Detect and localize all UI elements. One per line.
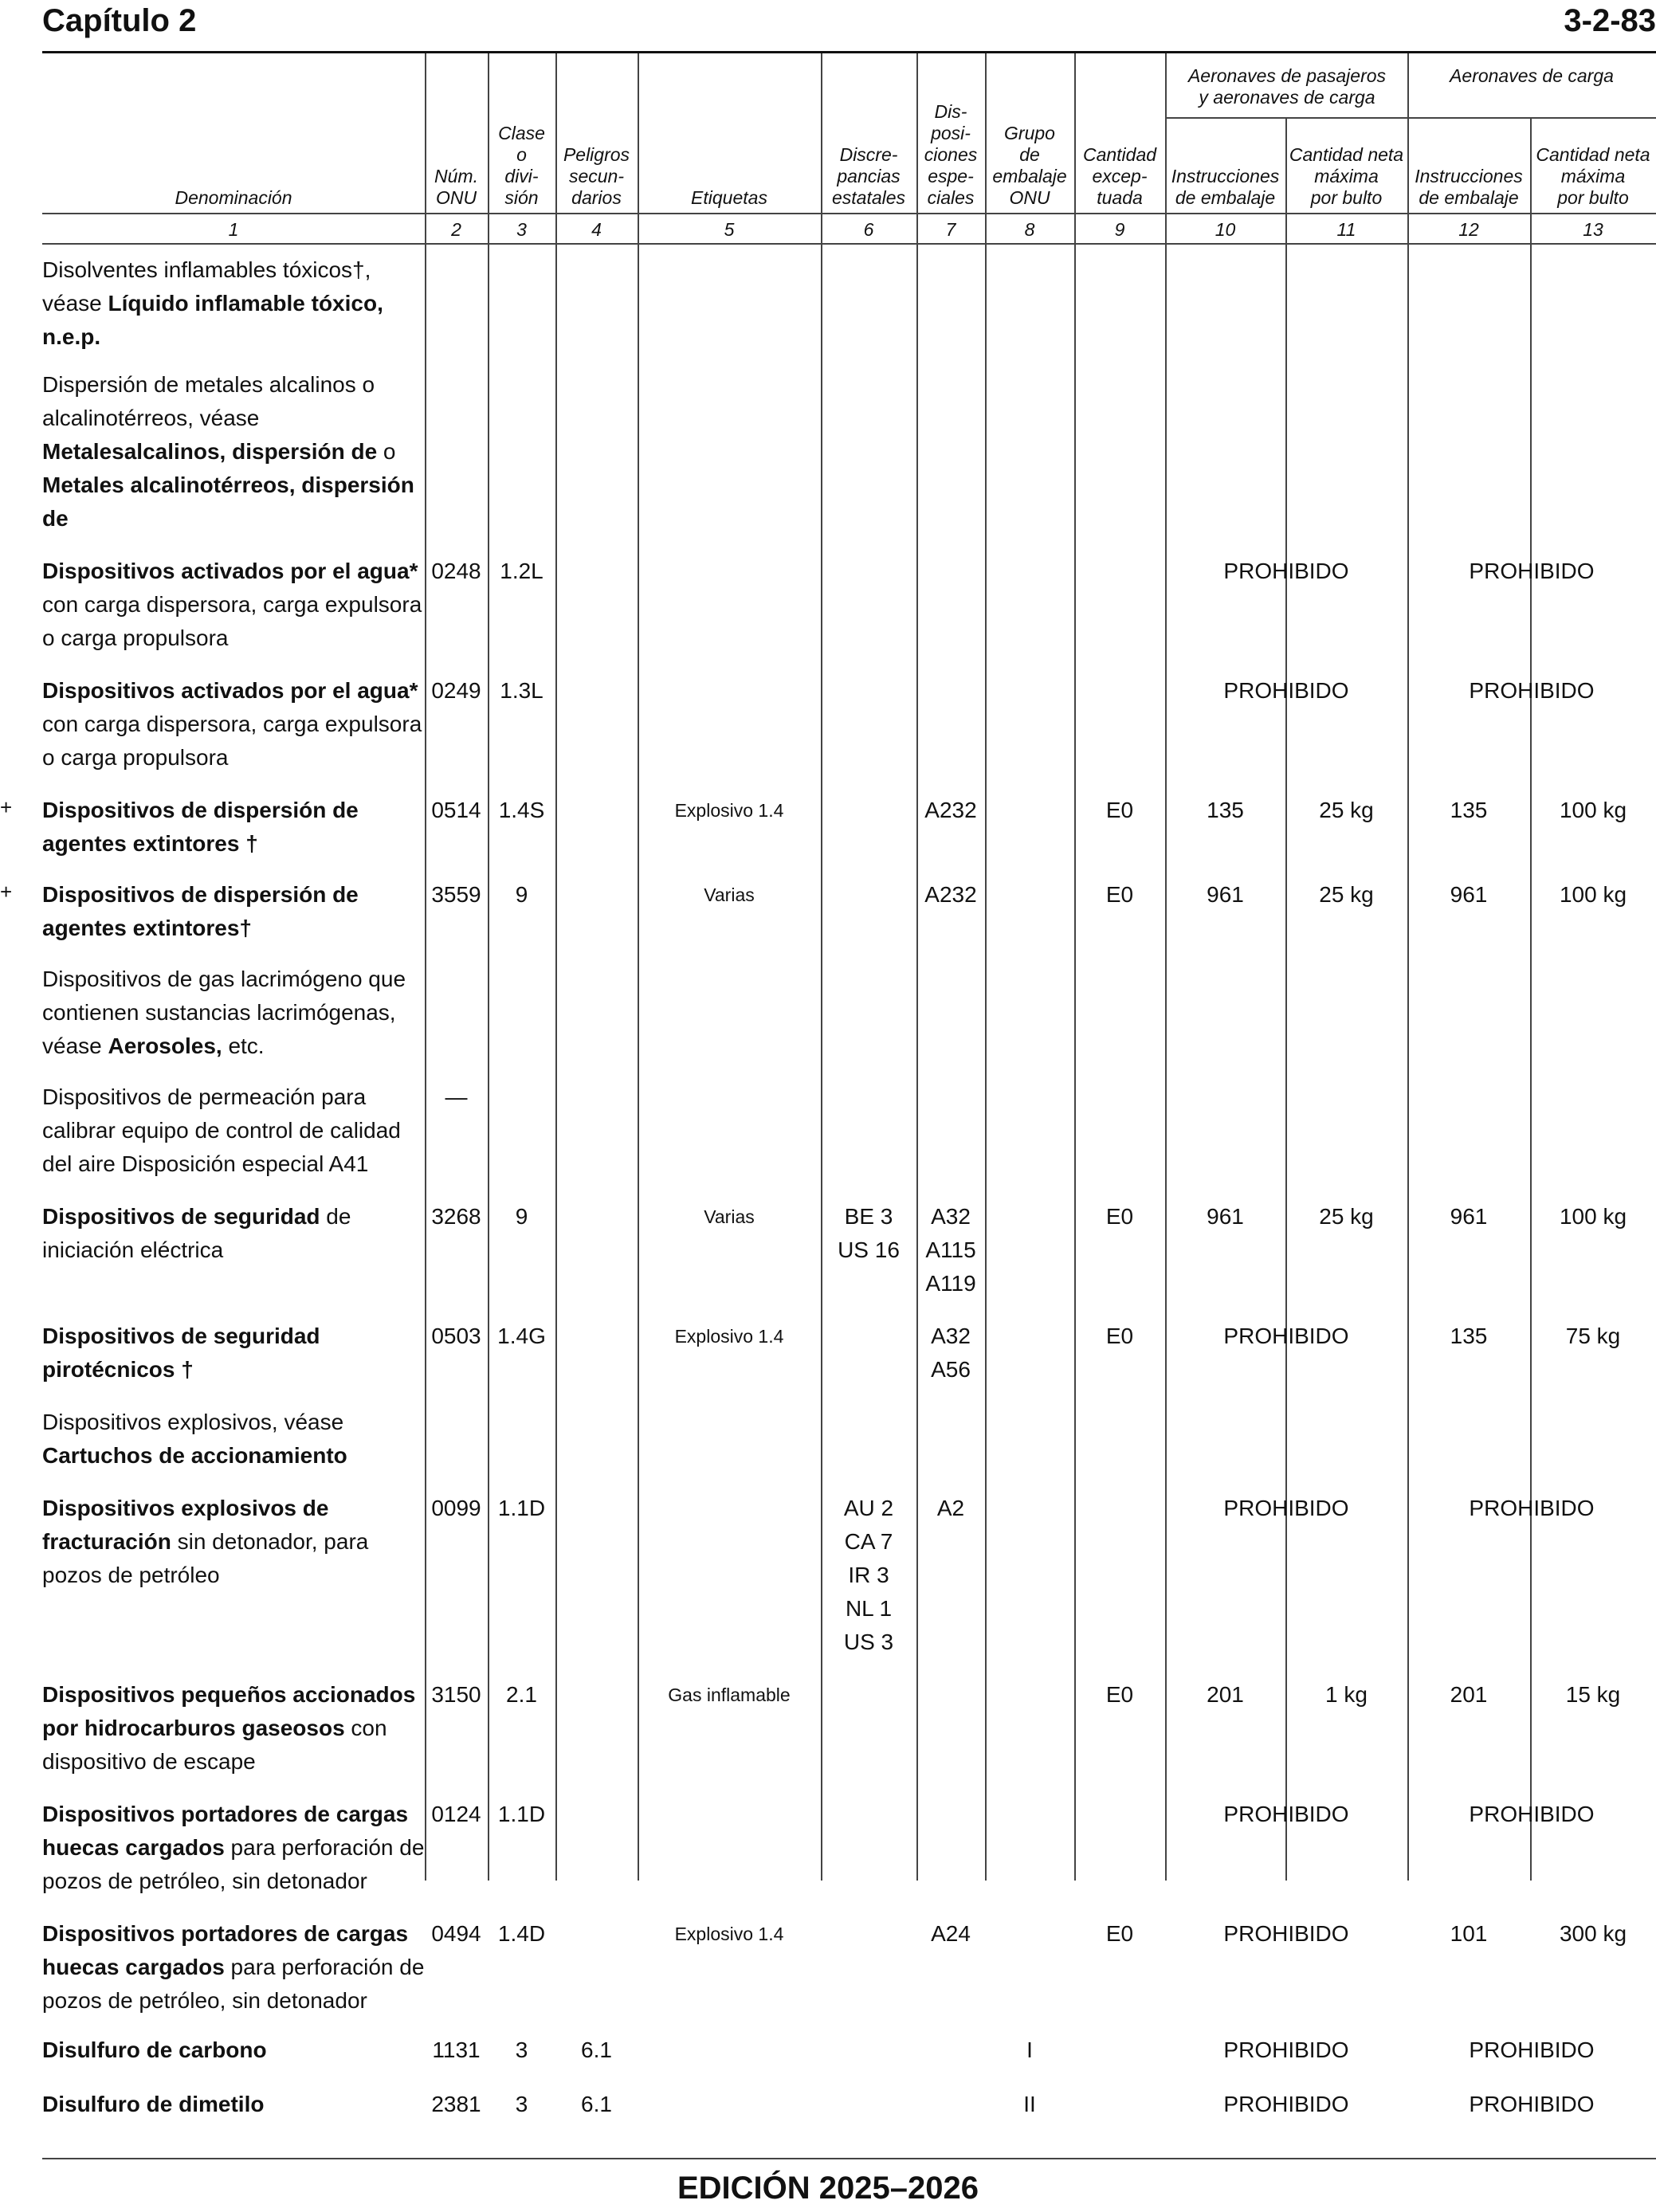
denomination-line xyxy=(42,1917,425,1951)
denomination-line xyxy=(42,1492,425,1525)
class-division: 1.4G xyxy=(497,1324,546,1348)
column-header-line: Discre- xyxy=(839,144,898,165)
column-divider xyxy=(1285,117,1287,1881)
denomination-line xyxy=(42,469,425,502)
denomination-line xyxy=(42,1951,425,1984)
revision-mark: + xyxy=(0,880,13,904)
column-header-line: posi- xyxy=(931,123,971,143)
column-divider xyxy=(425,53,426,1881)
denomination-line xyxy=(42,1678,425,1712)
denomination-line: pozos de petróleo xyxy=(42,1563,220,1587)
denomination-segment: por hidrocarburos gaseosos xyxy=(42,1716,345,1740)
class-division: 9 xyxy=(515,1204,528,1229)
passenger-packing-instruction: 135 xyxy=(1207,798,1244,822)
column-header-line: Denominación xyxy=(175,187,292,208)
hazard-label: Explosivo 1.4 xyxy=(674,800,784,821)
denomination-segment: Metalesalcalinos, dispersión de xyxy=(42,439,378,464)
column-header-line: estatales xyxy=(831,187,906,208)
denomination-line xyxy=(42,2034,425,2067)
column-header-line: embalaje xyxy=(992,166,1067,186)
special-provision: A115 xyxy=(925,1237,976,1262)
denomination xyxy=(42,794,425,861)
column-header-line: por bulto xyxy=(1310,187,1383,208)
column-header-1 xyxy=(42,187,425,209)
denomination-segment: huecas cargados xyxy=(42,1955,225,1979)
passenger-max-net-quantity: 1 kg xyxy=(1325,1682,1368,1707)
passenger-prohibited: PROHIBIDO xyxy=(1223,678,1349,703)
denomination-segment: con xyxy=(344,1716,387,1740)
class-division: 9 xyxy=(515,882,528,907)
denomination-line: pozos de petróleo, sin detonador xyxy=(42,1869,367,1893)
un-number: 2381 xyxy=(431,2092,481,2116)
column-number-13: 13 xyxy=(1583,219,1603,240)
denomination-segment: véase xyxy=(42,291,108,316)
un-number: 0494 xyxy=(431,1921,481,1946)
subsidiary-hazard: 6.1 xyxy=(581,2037,612,2062)
special-provision: A32 xyxy=(931,1324,971,1348)
denomination-segment: para perforación de xyxy=(224,1835,425,1860)
denomination-segment: Dispositivos portadores de cargas xyxy=(42,1802,409,1826)
denomination-line: dispositivo de escape xyxy=(42,1749,256,1774)
column-header-line: Cantidad neta xyxy=(1289,144,1404,165)
denomination-line xyxy=(42,912,425,945)
denomination-line: Dispersión de metales alcalinos o xyxy=(42,372,375,397)
denomination-segment: agentes extintores † xyxy=(42,831,258,856)
excepted-quantity: E0 xyxy=(1105,882,1134,907)
cargo-packing-instruction: 961 xyxy=(1450,1204,1488,1229)
denomination-line: contienen sustancias lacrimógenas, xyxy=(42,1000,396,1025)
column-header-line: sión xyxy=(504,187,539,208)
column-header-3 xyxy=(488,123,555,209)
column-header-line: ciones xyxy=(924,144,978,165)
column-divider xyxy=(1530,117,1532,1881)
group-header-line: y aeronaves de carga xyxy=(1199,87,1375,108)
excepted-quantity: E0 xyxy=(1105,1204,1134,1229)
denomination-segment: sin detonador, para xyxy=(171,1529,369,1554)
denomination-segment: Dispositivos de seguridad xyxy=(42,1324,320,1348)
column-number-2: 2 xyxy=(451,219,461,240)
passenger-packing-instruction: 961 xyxy=(1207,882,1244,907)
column-divider xyxy=(488,53,489,1881)
denomination-line: calibrar equipo de control de calidad xyxy=(42,1118,401,1143)
denomination xyxy=(42,2034,425,2067)
cargo-packing-instruction: 135 xyxy=(1450,798,1488,822)
class-division: 1.1D xyxy=(497,1496,546,1520)
column-divider xyxy=(916,53,918,1881)
column-header-line: Instrucciones xyxy=(1415,166,1523,186)
denomination-line xyxy=(42,502,425,535)
column-number-7: 7 xyxy=(945,219,956,240)
denomination-line xyxy=(42,287,425,320)
column-header-9 xyxy=(1074,144,1165,209)
column-header-line: por bulto xyxy=(1557,187,1629,208)
column-number-5: 5 xyxy=(724,219,735,240)
column-header-line: ciales xyxy=(927,187,975,208)
column-header-line: o xyxy=(516,144,527,165)
column-number-1: 1 xyxy=(228,219,239,240)
special-provision: A119 xyxy=(925,1271,976,1296)
denomination-line xyxy=(42,1712,425,1745)
denomination-segment: n.e.p. xyxy=(42,324,101,349)
denomination-segment: agentes extintores† xyxy=(42,916,252,940)
un-number: 3268 xyxy=(431,1204,481,1229)
cargo-max-net-quantity: 75 kg xyxy=(1565,1324,1621,1348)
header-rule xyxy=(42,51,1656,53)
column-header-line: espe- xyxy=(928,166,974,186)
denomination-line xyxy=(42,794,425,827)
column-header-11 xyxy=(1285,144,1407,209)
denomination-line xyxy=(42,1798,425,1831)
group-header-rule xyxy=(1165,117,1656,119)
un-number: 0124 xyxy=(431,1802,481,1826)
special-provision: A232 xyxy=(924,798,977,822)
denomination xyxy=(42,555,425,655)
class-division: 1.3L xyxy=(500,678,543,703)
denomination-line xyxy=(42,2088,425,2121)
denomination-segment: de xyxy=(320,1204,351,1229)
column-header-line: máxima xyxy=(1314,166,1379,186)
footer-rule xyxy=(42,2158,1656,2159)
cargo-max-net-quantity: 100 kg xyxy=(1559,882,1627,907)
column-number-8: 8 xyxy=(1024,219,1035,240)
denomination-segment: Dispositivos de seguridad xyxy=(42,1204,320,1229)
denomination-line: con carga dispersora, carga expulsora xyxy=(42,712,422,736)
column-divider xyxy=(638,53,639,1881)
denomination-line: o carga propulsora xyxy=(42,626,229,650)
column-header-line: darios xyxy=(571,187,622,208)
denomination-line: pozos de petróleo, sin detonador xyxy=(42,1988,367,2013)
un-number: 0248 xyxy=(431,559,481,583)
state-variation: US 3 xyxy=(843,1630,894,1654)
denomination xyxy=(42,1798,425,1898)
denomination-segment: fracturación xyxy=(42,1529,171,1554)
state-variation: US 16 xyxy=(838,1237,900,1262)
cargo-prohibited: PROHIBIDO xyxy=(1469,678,1595,703)
column-header-line: tuada xyxy=(1097,187,1143,208)
cargo-max-net-quantity: 300 kg xyxy=(1559,1921,1627,1946)
denomination-segment: Cartuchos de accionamiento xyxy=(42,1443,347,1468)
column-number-11: 11 xyxy=(1336,219,1356,240)
column-header-7 xyxy=(916,101,985,209)
denomination-segment: Disulfuro de dimetilo xyxy=(42,2092,265,2116)
denomination-segment: o xyxy=(377,439,396,464)
denomination xyxy=(42,1081,425,1181)
page-number: 3-2-83 xyxy=(1564,3,1656,38)
passenger-prohibited: PROHIBIDO xyxy=(1223,2037,1349,2062)
group-header-cargo: Aeronaves de carga xyxy=(1450,65,1614,86)
denomination-line xyxy=(42,1320,425,1353)
denomination-line: Dispositivos de gas lacrimógeno que xyxy=(42,967,406,991)
column-header-line: Grupo xyxy=(1004,123,1055,143)
page-header xyxy=(42,3,1656,51)
column-header-line: secun- xyxy=(568,166,625,186)
column-number-3: 3 xyxy=(516,219,527,240)
revision-mark: + xyxy=(0,795,13,819)
column-header-line: excep- xyxy=(1092,166,1148,186)
column-header-line: Cantidad neta xyxy=(1536,144,1650,165)
denomination-line xyxy=(42,827,425,861)
special-provision: A32 xyxy=(931,1204,971,1229)
column-header-line: divi- xyxy=(504,166,539,186)
column-header-13 xyxy=(1530,144,1656,209)
denomination-line xyxy=(42,320,425,354)
cargo-packing-instruction: 201 xyxy=(1450,1682,1488,1707)
denomination-line: Disolventes inflamables tóxicos†, xyxy=(42,257,371,282)
class-division: 1.1D xyxy=(497,1802,546,1826)
un-number: 0249 xyxy=(431,678,481,703)
state-variation: AU 2 xyxy=(843,1496,894,1520)
column-divider xyxy=(985,53,987,1881)
excepted-quantity: E0 xyxy=(1105,798,1134,822)
cargo-packing-instruction: 961 xyxy=(1450,882,1488,907)
colnum-bottom-rule xyxy=(42,243,1656,245)
denomination xyxy=(42,963,425,1063)
packing-group: II xyxy=(1023,2092,1036,2116)
denomination-segment: Dispositivos de dispersión de xyxy=(42,882,359,907)
column-number-6: 6 xyxy=(863,219,874,240)
denomination-line xyxy=(42,1353,425,1386)
denomination-segment: Metales alcalinotérreos, dispersión xyxy=(42,473,414,497)
denomination-segment: Disulfuro de carbono xyxy=(42,2037,267,2062)
denomination-segment: Dispositivos activados por el agua* xyxy=(42,559,418,583)
denomination-line xyxy=(42,1439,425,1473)
denomination-segment: Dispositivos de dispersión de xyxy=(42,798,359,822)
denomination-line: iniciación eléctrica xyxy=(42,1237,224,1262)
denomination-line: del aire Disposición especial A41 xyxy=(42,1151,369,1176)
packing-group: I xyxy=(1026,2037,1033,2062)
passenger-prohibited: PROHIBIDO xyxy=(1223,1921,1349,1946)
cargo-max-net-quantity: 15 kg xyxy=(1565,1682,1621,1707)
denomination xyxy=(42,1492,425,1592)
denomination-segment: Líquido inflamable tóxico, xyxy=(108,291,383,316)
cargo-prohibited: PROHIBIDO xyxy=(1469,1802,1595,1826)
state-variation: IR 3 xyxy=(848,1563,889,1587)
column-header-line: de embalaje xyxy=(1419,187,1519,208)
denomination-line xyxy=(42,1525,425,1559)
column-divider xyxy=(1407,53,1409,1881)
special-provision: A2 xyxy=(936,1496,965,1520)
excepted-quantity: E0 xyxy=(1105,1324,1134,1348)
special-provision: A24 xyxy=(931,1921,971,1946)
column-header-line: Clase xyxy=(498,123,545,143)
cargo-packing-instruction: 101 xyxy=(1450,1921,1488,1946)
chapter-title: Capítulo 2 xyxy=(42,3,197,38)
column-divider xyxy=(1074,53,1076,1881)
passenger-prohibited: PROHIBIDO xyxy=(1223,2092,1349,2116)
column-header-line: Etiquetas xyxy=(691,187,767,208)
state-variation: BE 3 xyxy=(844,1204,893,1229)
group-header-line: Aeronaves de pasajeros xyxy=(1187,65,1387,86)
column-header-6 xyxy=(821,144,916,209)
column-number-4: 4 xyxy=(591,219,602,240)
denomination-line xyxy=(42,435,425,469)
class-division: 3 xyxy=(515,2037,528,2062)
passenger-prohibited: PROHIBIDO xyxy=(1223,1802,1349,1826)
edition-label: EDICIÓN 2025–2026 xyxy=(677,2171,979,2206)
cargo-prohibited: PROHIBIDO xyxy=(1469,559,1595,583)
denomination-segment: Dispositivos explosivos de xyxy=(42,1496,329,1520)
denomination-line xyxy=(42,1200,425,1233)
cargo-prohibited: PROHIBIDO xyxy=(1469,1496,1595,1520)
subsidiary-hazard: 6.1 xyxy=(581,2092,612,2116)
un-number: — xyxy=(445,1084,468,1109)
column-header-line: Dis- xyxy=(934,101,967,122)
denomination-line xyxy=(42,878,425,912)
denomination xyxy=(42,674,425,775)
cargo-packing-instruction: 135 xyxy=(1450,1324,1488,1348)
column-header-line: pancias xyxy=(837,166,901,186)
passenger-max-net-quantity: 25 kg xyxy=(1319,882,1374,907)
passenger-packing-instruction: 961 xyxy=(1207,1204,1244,1229)
column-header-12 xyxy=(1407,166,1530,209)
cargo-max-net-quantity: 100 kg xyxy=(1559,798,1627,822)
column-header-10 xyxy=(1165,166,1285,209)
class-division: 1.4D xyxy=(497,1921,546,1946)
column-header-line: ONU xyxy=(435,187,477,208)
column-header-4 xyxy=(555,144,638,209)
un-number: 3150 xyxy=(431,1682,481,1707)
column-header-line: Núm. xyxy=(434,166,478,186)
denomination xyxy=(42,368,425,535)
denomination xyxy=(42,1917,425,2018)
un-number: 0503 xyxy=(431,1324,481,1348)
denomination-segment: Aerosoles, xyxy=(108,1033,222,1058)
denomination-segment: etc. xyxy=(222,1033,265,1058)
passenger-max-net-quantity: 25 kg xyxy=(1319,1204,1374,1229)
denomination-line: Dispositivos explosivos, véase xyxy=(42,1410,344,1434)
denomination xyxy=(42,253,425,354)
denomination-segment: Dispositivos portadores de cargas xyxy=(42,1921,409,1946)
passenger-packing-instruction: 201 xyxy=(1207,1682,1244,1707)
class-division: 2.1 xyxy=(506,1682,537,1707)
state-variation: CA 7 xyxy=(844,1529,893,1554)
column-header-8 xyxy=(985,123,1074,209)
state-variation: NL 1 xyxy=(845,1596,893,1621)
class-division: 1.4S xyxy=(498,798,545,822)
cargo-prohibited: PROHIBIDO xyxy=(1469,2037,1595,2062)
special-provision: A232 xyxy=(924,882,977,907)
class-division: 1.2L xyxy=(500,559,543,583)
denomination-segment: Dispositivos activados por el agua* xyxy=(42,678,418,703)
denomination-line xyxy=(42,555,425,588)
cargo-prohibited: PROHIBIDO xyxy=(1469,2092,1595,2116)
column-number-9: 9 xyxy=(1114,219,1125,240)
hazard-label: Gas inflamable xyxy=(668,1684,791,1705)
passenger-prohibited: PROHIBIDO xyxy=(1223,1496,1349,1520)
cargo-max-net-quantity: 100 kg xyxy=(1559,1204,1627,1229)
denomination xyxy=(42,1406,425,1473)
column-divider xyxy=(555,53,557,1881)
group-header-passenger xyxy=(1165,65,1409,108)
excepted-quantity: E0 xyxy=(1105,1682,1134,1707)
denomination xyxy=(42,1200,425,1267)
un-number: 0099 xyxy=(431,1496,481,1520)
column-header-line: Peligros xyxy=(563,144,630,165)
column-header-line: máxima xyxy=(1560,166,1626,186)
passenger-prohibited: PROHIBIDO xyxy=(1223,559,1349,583)
denomination-segment: pirotécnicos † xyxy=(42,1357,194,1382)
passenger-prohibited: PROHIBIDO xyxy=(1223,1324,1349,1348)
column-header-5 xyxy=(638,187,821,209)
denomination xyxy=(42,1678,425,1779)
denomination-line xyxy=(42,1030,425,1063)
denomination-segment: Dispositivos pequeños accionados xyxy=(42,1682,416,1707)
denomination-segment: de xyxy=(42,506,69,531)
denomination-segment: para perforación de xyxy=(224,1955,425,1979)
denomination-line: o carga propulsora xyxy=(42,745,229,770)
header-bottom-rule xyxy=(42,213,1656,214)
column-header-2 xyxy=(425,166,488,209)
denomination-segment: véase xyxy=(42,1033,108,1058)
excepted-quantity: E0 xyxy=(1105,1921,1134,1946)
column-header-line: de xyxy=(1019,144,1040,165)
passenger-max-net-quantity: 25 kg xyxy=(1319,798,1374,822)
column-header-line: ONU xyxy=(1009,187,1050,208)
denomination-line: alcalinotérreos, véase xyxy=(42,406,260,430)
denomination-line: Dispositivos de permeación para xyxy=(42,1084,367,1109)
denomination-line xyxy=(42,1831,425,1865)
denomination-line: con carga dispersora, carga expulsora xyxy=(42,592,422,617)
hazard-label: Varias xyxy=(704,884,755,905)
column-number-12: 12 xyxy=(1458,219,1479,240)
column-divider xyxy=(1165,53,1167,1881)
un-number: 1131 xyxy=(432,2037,481,2062)
denomination xyxy=(42,2088,425,2121)
hazard-label: Varias xyxy=(704,1206,755,1227)
special-provision: A56 xyxy=(931,1357,971,1382)
denomination-line xyxy=(42,674,425,708)
un-number: 3559 xyxy=(431,882,481,907)
un-number: 0514 xyxy=(431,798,481,822)
denomination xyxy=(42,1320,425,1386)
hazard-label: Explosivo 1.4 xyxy=(674,1326,784,1347)
column-header-line: Instrucciones xyxy=(1171,166,1280,186)
hazard-label: Explosivo 1.4 xyxy=(674,1924,784,1944)
class-division: 3 xyxy=(515,2092,528,2116)
column-header-line: de embalaje xyxy=(1175,187,1276,208)
column-number-10: 10 xyxy=(1215,219,1236,240)
denomination xyxy=(42,878,425,945)
denomination-segment: huecas cargados xyxy=(42,1835,225,1860)
column-header-line: Cantidad xyxy=(1082,144,1157,165)
